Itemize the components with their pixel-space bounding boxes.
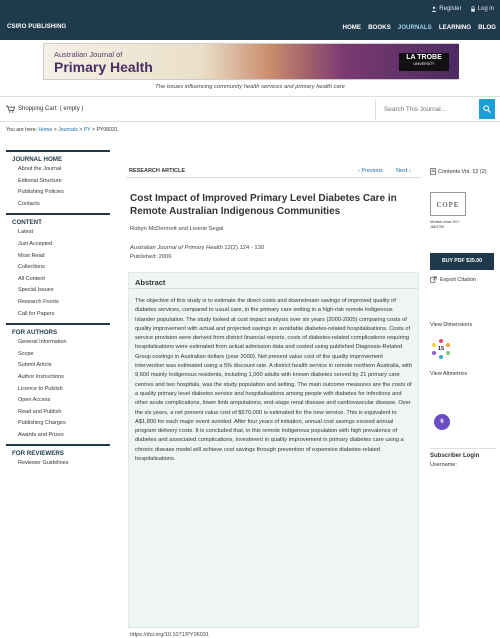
sidebar-section-for-reviewers: [6, 444, 110, 470]
previous-label: Previous: [361, 168, 383, 174]
previous-article-link[interactable]: ‹ Previous: [358, 168, 383, 174]
nav-learning[interactable]: LEARNING: [438, 24, 472, 31]
breadcrumb-home[interactable]: Home: [38, 127, 53, 133]
article-title: Cost Impact of Improved Primary Level Diabetes Care in Remote Australian Indigenous Communities: [130, 193, 397, 217]
journal-issue: 12(2) 124 - 130: [224, 245, 265, 251]
sidebar-item-about[interactable]: About the Journal: [18, 166, 62, 172]
breadcrumb-py[interactable]: PY: [83, 127, 91, 133]
abstract-text: The objective of this study is to estimate the direct costs and downstream savings of improved quality of diabetes services, compared to usual care, in the primary care setting in a high-risk remote Indigenous Islander population. The study looked at cost impact analysis over six years (2000-2005) comparing costs of quality improvement with actual and projected savings in avoidable diabetes-related hospitalisations. Costs of service provision were derived from district financial reports, costs of diabetes-related complications requiring hospitalisations were estimated from actual admission data and costed using published Diagnosis-Related Group costings in Australian dollars (year 2000). Net present value cost of the quality improvement intervention was estimated using a 5% discount rate. A district health service in remote northern Australia, with 9,600 mainly Indigenous residents, including 1,000 adults with known diabetes served by 21 primary care centres and two hospitals, was the study population and setting. The main outcome measures are the costs of a quality primary level diabetes service and hospitalisations among people with diabetes for infections and other acute complications, lower limb amputations, end-stage renal disease and cardiovascular disease. Over the six years, a net present value cost of $570,000 is estimated for the new service. This is equivalent to A$1,800 for each major event avoided. After four years of initiation, annual cost savings exceed annual program delivery costs. It is concluded that, in this remote Indigenous population with high prevalence of diabetes and associated complications, investment in quality improvement in primary diabetes care using a chronic disease model will achieve cost savings through prevention of expensive diabetes-related hospitalisations.: [135, 298, 412, 463]
logo-line1: LA TROBE: [406, 54, 442, 61]
nav-blog[interactable]: BLOG: [478, 24, 496, 31]
sidebar-item-submit-article[interactable]: Submit Article: [18, 362, 52, 369]
sidebar-item-scope[interactable]: Scope: [18, 350, 34, 357]
view-altmetrics-link[interactable]: View Altmetrics: [430, 371, 468, 377]
register-link[interactable]: [431, 6, 461, 12]
cope-logo[interactable]: [430, 192, 466, 216]
register-label: Register: [439, 6, 462, 12]
sidebar-item-author-instructions[interactable]: Author Instructions: [18, 373, 64, 380]
user-icon: [431, 6, 437, 12]
lock-icon: [470, 6, 476, 12]
banner-line2: Primary Health: [54, 59, 153, 75]
dimensions-count: 15: [437, 346, 445, 352]
sidebar-item-collections[interactable]: Collections: [18, 264, 45, 271]
article-main: [126, 164, 421, 638]
cope-text: COPE: [436, 201, 460, 209]
sidebar-item-just-accepted[interactable]: Just Accepted: [18, 240, 53, 247]
sidebar-section-journal-home: [6, 150, 110, 210]
shopping-cart[interactable]: [6, 105, 83, 113]
utility-links: [431, 6, 494, 12]
journal-banner[interactable]: [43, 43, 458, 80]
export-icon: [430, 276, 437, 283]
document-icon: [430, 168, 436, 175]
search-row: [0, 96, 500, 122]
breadcrumb-prefix: You are here:: [6, 127, 37, 133]
top-header-bar: [0, 0, 500, 40]
main-nav: [343, 24, 497, 31]
sidebar-section-content: [6, 213, 110, 320]
nav-books[interactable]: BOOKS: [368, 24, 391, 31]
sidebar-item-most-read[interactable]: Most Read: [18, 252, 45, 259]
cope-member-id: JM13759: [430, 224, 444, 229]
sidebar-heading-content[interactable]: CONTENT: [12, 219, 42, 227]
la-trobe-logo: [399, 53, 449, 71]
login-label: Log in: [477, 6, 494, 12]
article-header-bar: [126, 164, 421, 178]
article-citation: [130, 245, 264, 251]
journal-search-input[interactable]: [375, 99, 479, 120]
breadcrumb-journals[interactable]: Journals: [58, 127, 78, 133]
journal-name: Australian Journal of Primary Health: [130, 245, 223, 251]
sidebar-item-editorial-structure[interactable]: Editorial Structure: [18, 177, 62, 184]
contents-label: Contents Vol. 12 (2): [438, 168, 487, 175]
nav-home[interactable]: HOME: [342, 24, 362, 31]
next-label: Next: [396, 168, 408, 174]
search-button[interactable]: [479, 99, 495, 119]
altmetric-score-badge[interactable]: 6: [434, 414, 450, 430]
login-link[interactable]: [470, 6, 494, 12]
next-article-link[interactable]: Next ›: [396, 168, 411, 174]
journal-tagline: The issues influencing community health services and primary health care: [155, 84, 345, 90]
sidebar-item-call-for-papers[interactable]: Call for Papers: [18, 310, 55, 317]
nav-journals[interactable]: JOURNALS: [397, 24, 432, 31]
doi-link[interactable]: https://doi.org/10.1071/PY06031: [130, 632, 209, 638]
article-authors[interactable]: Robyn McDermott and Leonie Segal: [130, 226, 224, 232]
left-sidebar: [6, 150, 110, 473]
subscriber-login-heading: Subscriber Login: [430, 453, 480, 459]
sidebar-item-open-access[interactable]: Open Access: [18, 397, 51, 404]
sidebar-item-publishing-policies[interactable]: Publishing Policies: [18, 189, 64, 196]
sidebar-item-awards-and-prizes[interactable]: Awards and Prizes: [18, 431, 64, 438]
sidebar-item-general-information[interactable]: General Information: [18, 339, 67, 346]
banner-line1: Australian Journal of: [54, 50, 123, 59]
sidebar-heading-for-reviewers[interactable]: FOR REVIEWERS: [12, 450, 64, 458]
search-icon: [483, 105, 491, 113]
cope-membership: [430, 220, 470, 229]
buy-pdf-button[interactable]: BUY PDF $35.00: [430, 253, 494, 270]
logo-line2: UNIVERSITY: [413, 62, 435, 66]
abstract-heading: Abstract: [129, 273, 418, 289]
sidebar-heading-journal-home[interactable]: JOURNAL HOME: [12, 156, 63, 163]
sidebar-heading-for-authors[interactable]: FOR AUTHORS: [12, 329, 58, 337]
published-date: Published: 2006: [130, 254, 172, 260]
sidebar-item-contacts[interactable]: Contacts: [18, 200, 40, 207]
breadcrumb-current: PY06031: [96, 127, 118, 133]
sidebar-item-read-and-publish[interactable]: Read and Publish: [18, 408, 62, 415]
export-citation-label: Export Citation: [440, 276, 477, 283]
abstract-panel: [128, 272, 419, 628]
sidebar-item-research-fronts[interactable]: Research Fronts: [18, 298, 59, 305]
subscriber-login: [430, 448, 496, 468]
sidebar-item-latest[interactable]: Latest: [18, 229, 33, 236]
export-citation-link[interactable]: [430, 276, 476, 283]
sidebar-section-for-authors: [6, 323, 110, 441]
article-type-label: RESEARCH ARTICLE: [129, 168, 186, 174]
breadcrumb: You are here: Home > Journals > PY > PY06031: [6, 127, 118, 133]
view-dimensions-link[interactable]: View Dimensions: [430, 322, 473, 328]
username-label: Username:: [430, 462, 457, 468]
brand-logo[interactable]: CSIRO PUBLISHING: [7, 24, 67, 30]
cope-member-since: Member since 2017: [430, 220, 460, 224]
sidebar-item-reviewer-guidelines[interactable]: Reviewer Guidelines: [18, 460, 69, 467]
cart-icon: [6, 105, 15, 113]
sidebar-item-publishing-charges[interactable]: Publishing Charges: [18, 420, 66, 427]
sidebar-item-all-content[interactable]: All Content: [18, 275, 45, 282]
contents-link[interactable]: [430, 168, 487, 175]
cart-label: Shopping Cart: ( empty ): [18, 106, 84, 112]
sidebar-item-licence-to-publish[interactable]: Licence to Publish: [18, 385, 63, 392]
sidebar-item-special-issues[interactable]: Special Issues: [18, 287, 54, 294]
